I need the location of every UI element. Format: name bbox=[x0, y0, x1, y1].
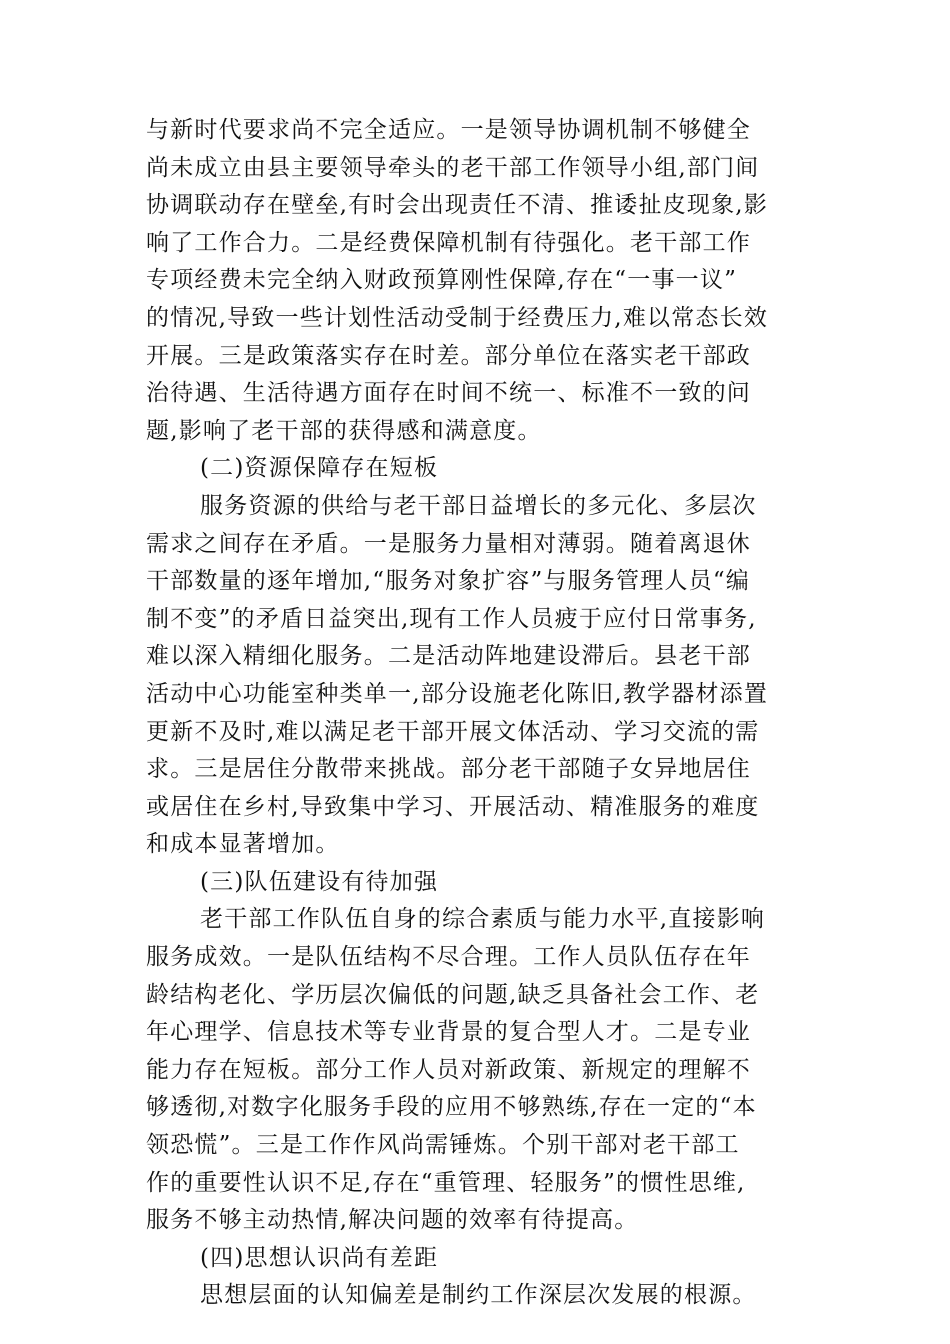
text-line: 求。三是居住分散带来挑战。部分老干部随子女异地居住 bbox=[146, 756, 751, 783]
text-line: 服务不够主动热情,解决问题的效率有待提高。 bbox=[146, 1207, 639, 1234]
text-line: 题,影响了老干部的获得感和满意度。 bbox=[146, 417, 542, 444]
text-line: 治待遇、生活待遇方面存在时间不统一、标准不一致的问 bbox=[146, 380, 751, 407]
text-line: 领恐慌”。三是工作作风尚需锤炼。个别干部对老干部工 bbox=[146, 1132, 740, 1159]
text-line: 年心理学、信息技术等专业背景的复合型人才。二是专业 bbox=[146, 1019, 751, 1046]
text-line: 能力存在短板。部分工作人员对新政策、新规定的理解不 bbox=[146, 1056, 751, 1083]
text-line: 开展。三是政策落实存在时差。部分单位在落实老干部政 bbox=[146, 342, 751, 369]
text-line: 与新时代要求尚不完全适应。一是领导协调机制不够健全 bbox=[146, 117, 751, 143]
text-line: 的情况,导致一些计划性活动受制于经费压力,难以常态长效 bbox=[146, 304, 769, 331]
text-line: 专项经费未完全纳入财政预算刚性保障,存在“一事一议” bbox=[146, 267, 738, 294]
text-line: 和成本显著增加。 bbox=[146, 831, 340, 858]
section-heading-4: (四)思想认识尚有差距 bbox=[200, 1244, 439, 1271]
text-line: 响了工作合力。二是经费保障机制有待强化。老干部工作 bbox=[146, 229, 751, 256]
section-heading-2: (二)资源保障存在短板 bbox=[200, 455, 439, 482]
text-line: 协调联动存在壁垒,有时会出现责任不清、推诿扯皮现象,影 bbox=[146, 192, 769, 219]
text-line: 服务成效。一是队伍结构不尽合理。工作人员队伍存在年 bbox=[146, 944, 751, 971]
text-line: 作的重要性认识不足,存在“重管理、轻服务”的惯性思维, bbox=[146, 1169, 746, 1196]
paragraph-first-line: 老干部工作队伍自身的综合素质与能力水平,直接影响 bbox=[200, 906, 766, 933]
text-line: 够透彻,对数字化服务手段的应用不够熟练,存在一定的“本 bbox=[146, 1094, 757, 1121]
text-line: 尚未成立由县主要领导牵头的老干部工作领导小组,部门间 bbox=[146, 154, 760, 181]
text-line: 活动中心功能室种类单一,部分设施老化陈旧,教学器材添置 bbox=[146, 680, 769, 707]
text-line: 或居住在乡村,导致集中学习、开展活动、精准服务的难度 bbox=[146, 793, 760, 820]
paragraph-first-line: 服务资源的供给与老干部日益增长的多元化、多层次 bbox=[200, 492, 757, 519]
text-line: 制不变”的矛盾日益突出,现有工作人员疲于应付日常事务, bbox=[146, 605, 757, 632]
text-line: 干部数量的逐年增加,“服务对象扩容”与服务管理人员“编 bbox=[146, 568, 750, 595]
paragraph-first-line: 思想层面的认知偏差是制约工作深层次发展的根源。 bbox=[200, 1282, 757, 1309]
text-line: 难以深入精细化服务。二是活动阵地建设滞后。县老干部 bbox=[146, 643, 751, 670]
section-heading-3: (三)队伍建设有待加强 bbox=[200, 868, 439, 895]
text-line: 龄结构老化、学历层次偏低的问题,缺乏具备社会工作、老 bbox=[146, 981, 760, 1008]
text-line: 需求之间存在矛盾。一是服务力量相对薄弱。随着离退休 bbox=[146, 530, 751, 557]
document-body bbox=[146, 112, 806, 1315]
text-line: 更新不及时,难以满足老干部开展文体活动、学习交流的需 bbox=[146, 718, 760, 745]
